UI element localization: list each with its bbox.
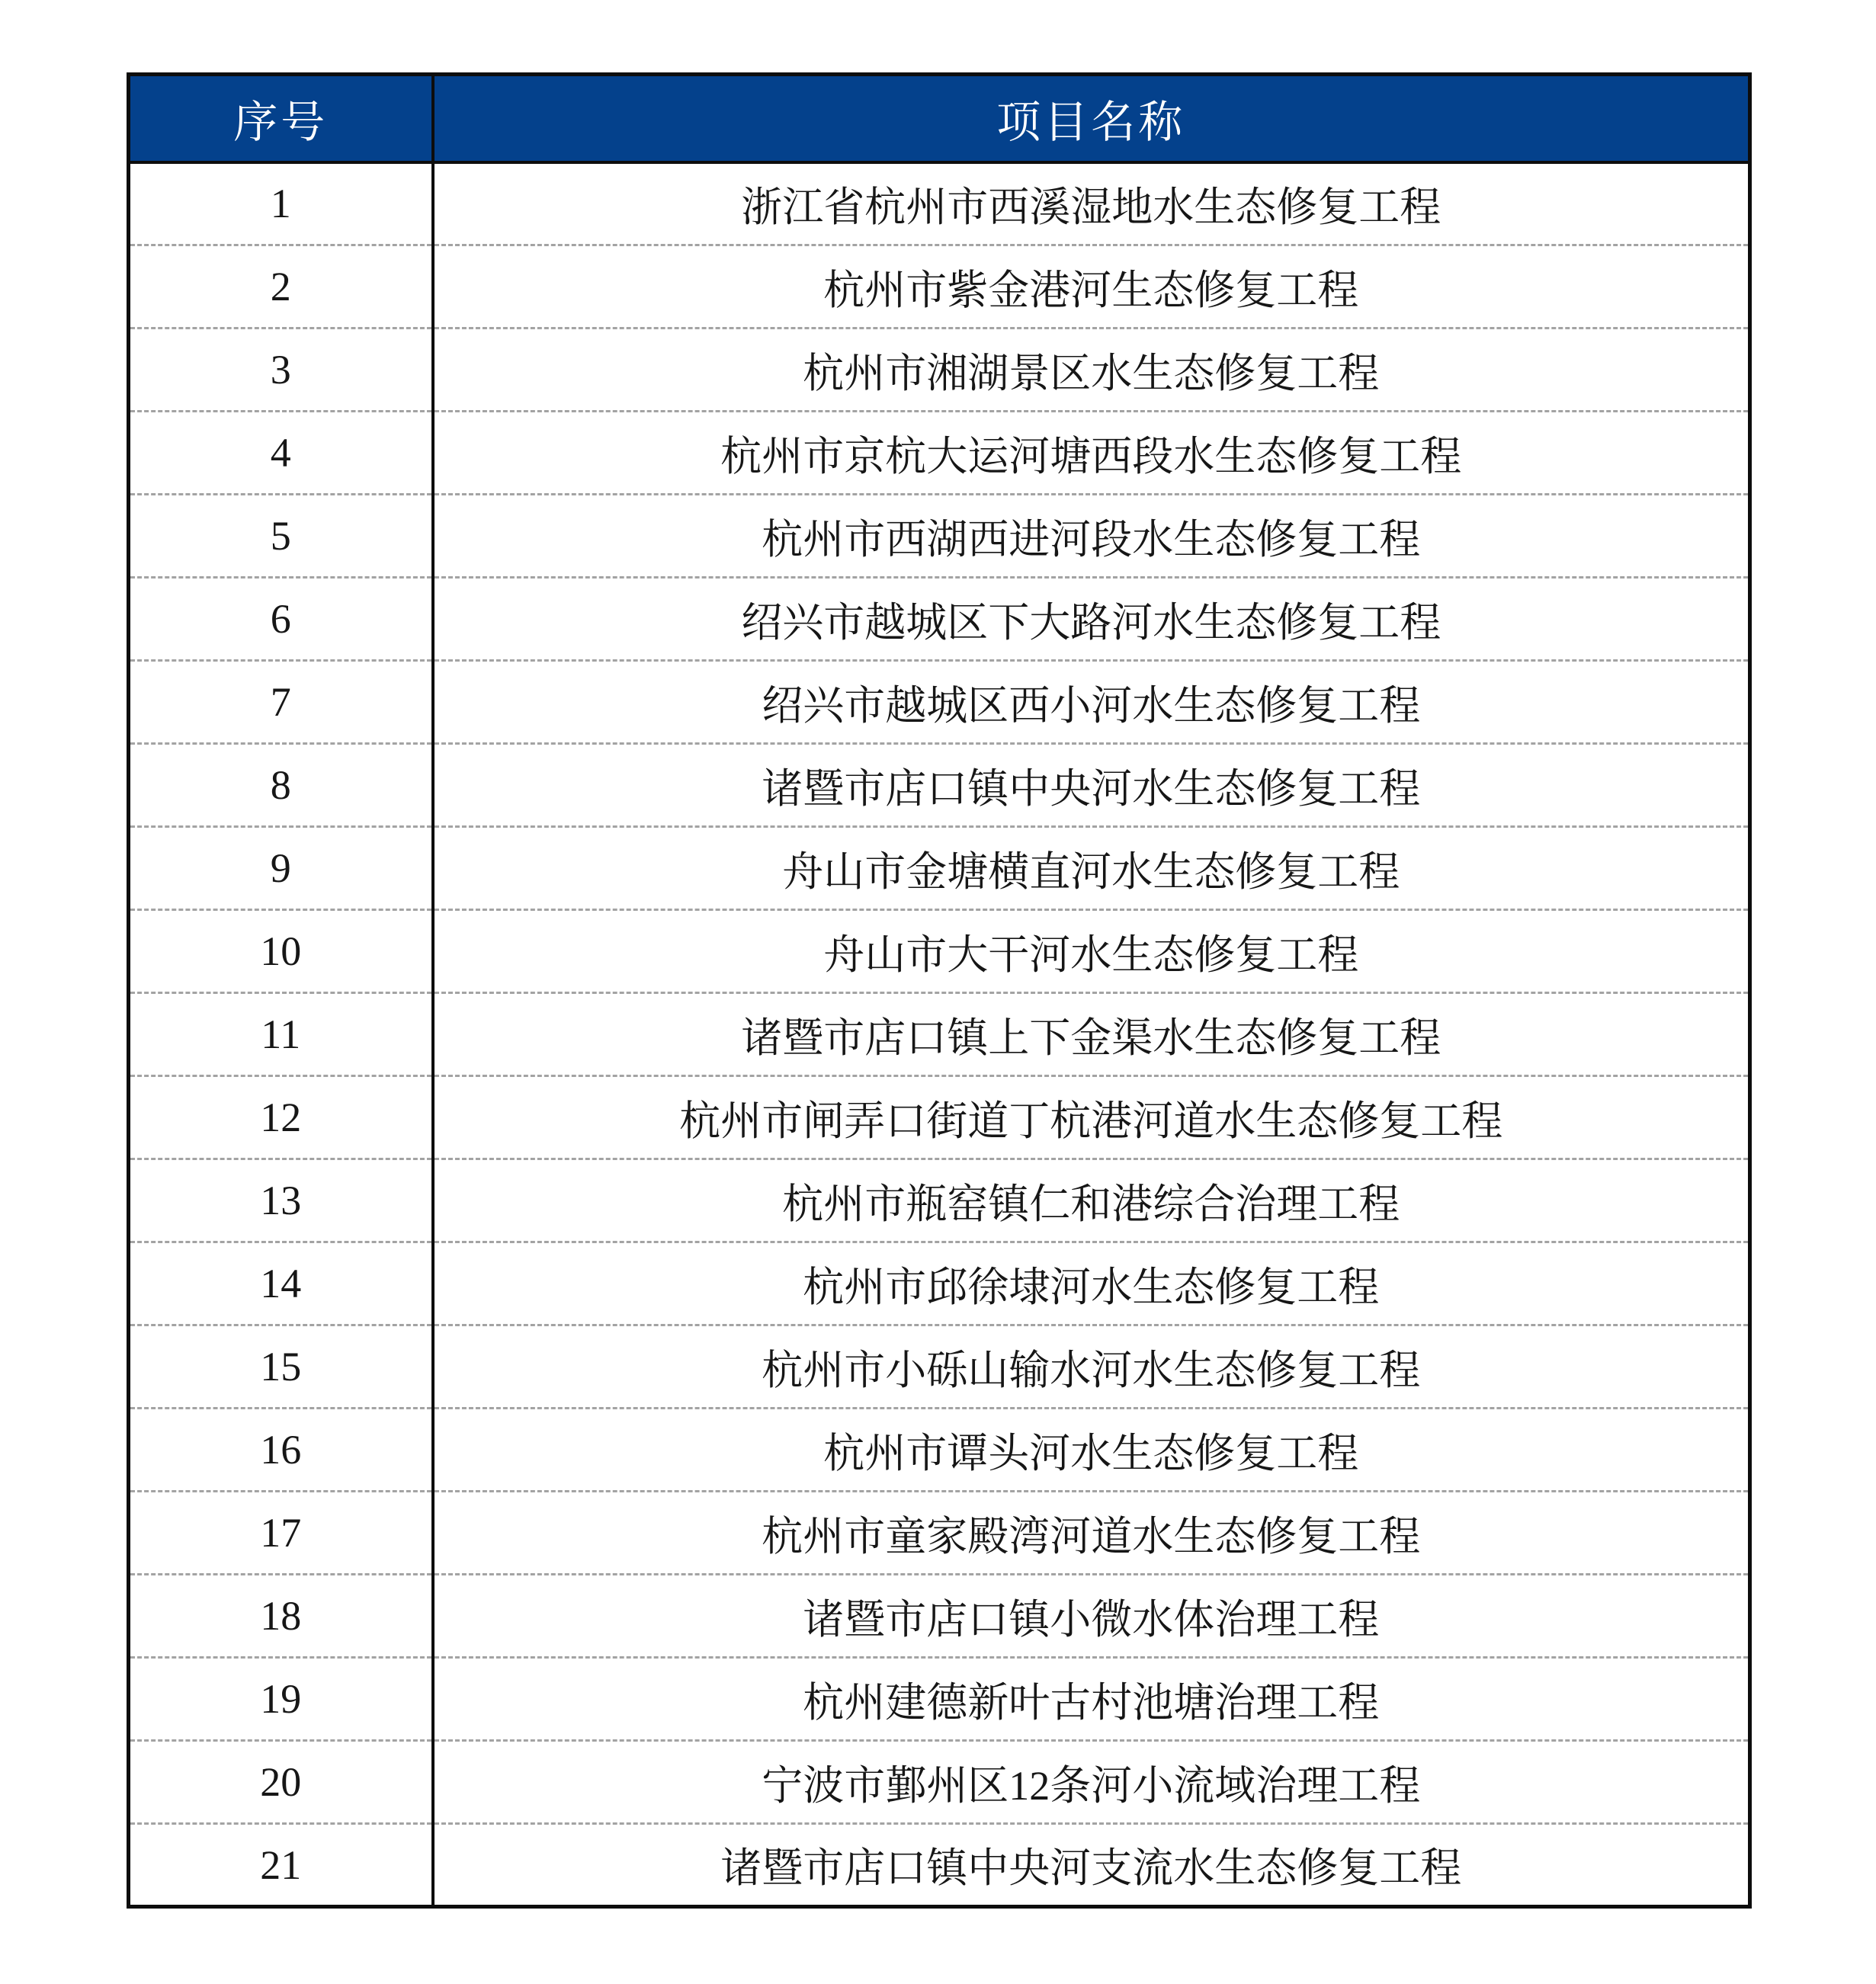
row-project-name: 杭州市瓶窑镇仁和港综合治理工程 [782, 1181, 1400, 1227]
header-row [129, 75, 1750, 162]
row-project-name: 绍兴市越城区下大路河水生态修复工程 [741, 599, 1441, 646]
row-project-name: 诸暨市店口镇中央河支流水生态修复工程 [720, 1845, 1462, 1891]
table-row [129, 1325, 1750, 1409]
table-row [129, 495, 1750, 578]
row-project-name: 杭州市京杭大运河塘西段水生态修复工程 [720, 433, 1462, 479]
project-table [127, 72, 1752, 1909]
row-project-name: 杭州市闸弄口街道丁杭港河道水生态修复工程 [679, 1098, 1503, 1144]
table-row [129, 1076, 1750, 1159]
column-header-project-name: 项目名称 [433, 75, 1750, 162]
row-project-name: 舟山市大干河水生态修复工程 [823, 931, 1359, 978]
table-row [129, 993, 1750, 1076]
table-row [129, 744, 1750, 827]
row-project-name: 杭州市童家殿湾河道水生态修复工程 [762, 1513, 1421, 1559]
row-project-name: 浙江省杭州市西溪湿地水生态修复工程 [741, 184, 1441, 230]
row-index: 4 [129, 412, 433, 495]
row-project-name: 杭州市湘湖景区水生态修复工程 [803, 350, 1380, 396]
row-index: 5 [129, 495, 433, 578]
row-index: 10 [129, 910, 433, 993]
row-project-name: 舟山市金塘横直河水生态修复工程 [782, 848, 1400, 895]
table-row [129, 162, 1750, 245]
table-row [129, 661, 1750, 744]
table-row [129, 1492, 1750, 1575]
table-row [129, 827, 1750, 910]
row-index: 21 [129, 1824, 433, 1907]
table-row [129, 329, 1750, 412]
row-index: 18 [129, 1575, 433, 1658]
row-project-name: 杭州市谭头河水生态修复工程 [823, 1430, 1359, 1476]
row-index: 14 [129, 1242, 433, 1325]
table-row [129, 1824, 1750, 1907]
row-index: 6 [129, 578, 433, 661]
table-row [129, 578, 1750, 661]
row-index: 1 [129, 162, 433, 245]
row-project-name: 绍兴市越城区西小河水生态修复工程 [762, 682, 1421, 729]
row-index: 12 [129, 1076, 433, 1159]
row-index: 8 [129, 744, 433, 827]
table-row [129, 412, 1750, 495]
row-index: 13 [129, 1159, 433, 1242]
row-project-name: 杭州市紫金港河生态修复工程 [823, 267, 1359, 313]
table-row [129, 1575, 1750, 1658]
project-table-container [127, 72, 1752, 1909]
row-project-name: 杭州市西湖西进河段水生态修复工程 [762, 516, 1421, 563]
table-row [129, 910, 1750, 993]
row-index: 2 [129, 245, 433, 329]
table-row [129, 245, 1750, 329]
table-row [129, 1242, 1750, 1325]
row-index: 20 [129, 1741, 433, 1824]
row-project-name: 诸暨市店口镇中央河水生态修复工程 [762, 765, 1421, 812]
table-row [129, 1409, 1750, 1492]
row-project-name: 诸暨市店口镇小微水体治理工程 [803, 1596, 1380, 1643]
row-project-name: 诸暨市店口镇上下金渠水生态修复工程 [741, 1014, 1441, 1061]
table-row [129, 1159, 1750, 1242]
row-index: 16 [129, 1409, 433, 1492]
row-index: 15 [129, 1325, 433, 1409]
row-project-name: 杭州市小砾山输水河水生态修复工程 [762, 1347, 1421, 1393]
row-index: 17 [129, 1492, 433, 1575]
row-index: 19 [129, 1658, 433, 1741]
row-project-name: 杭州建德新叶古村池塘治理工程 [803, 1679, 1380, 1726]
row-index: 11 [129, 993, 433, 1076]
row-index: 7 [129, 661, 433, 744]
column-header-index: 序号 [129, 75, 433, 162]
row-project-name: 宁波市鄞州区12条河小流域治理工程 [762, 1762, 1421, 1809]
row-index: 3 [129, 329, 433, 412]
table-row [129, 1741, 1750, 1824]
table-row [129, 1658, 1750, 1741]
row-project-name: 杭州市邱徐埭河水生态修复工程 [803, 1264, 1380, 1310]
row-index: 9 [129, 827, 433, 910]
